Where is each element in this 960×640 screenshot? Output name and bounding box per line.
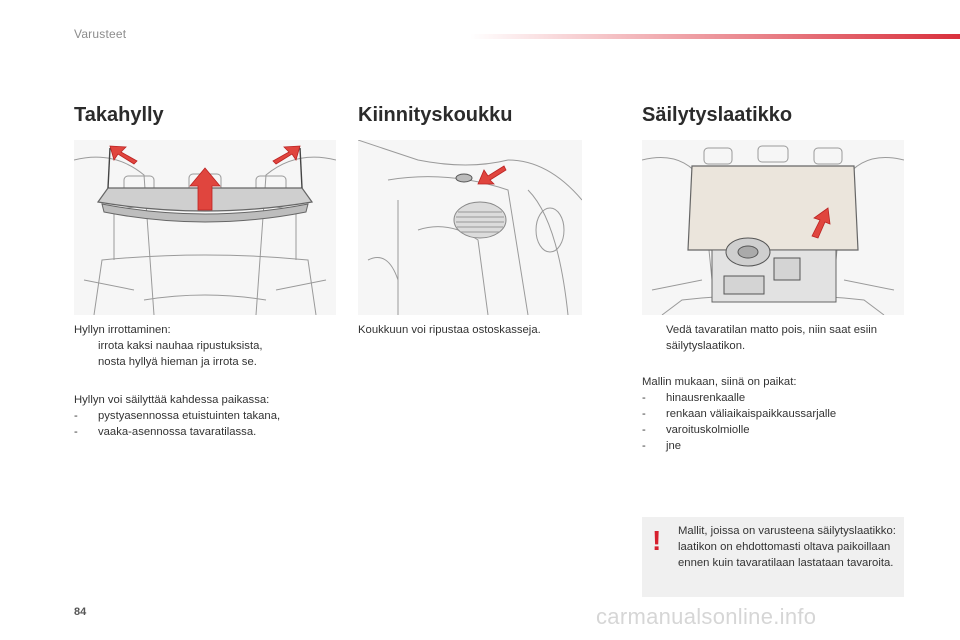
parcel-shelf-illustration xyxy=(74,140,336,315)
warning-text: Mallit, joissa on varusteena säilytyslaatikko: laatikon on ehdottomasti oltava paikoillaan ennen kuin tavaratilaan lastataan tavaroita. xyxy=(678,525,896,569)
list-item xyxy=(642,438,904,454)
takahylly-title: Takahylly xyxy=(74,104,164,126)
list-item-text: hinausrenkaalle xyxy=(666,392,746,404)
list-item-text: varoituskolmiolle xyxy=(666,424,750,436)
warning-box xyxy=(642,517,904,597)
dash-marker: - xyxy=(642,440,646,452)
dash-marker: - xyxy=(74,426,78,438)
step-bullet-icon xyxy=(74,338,98,354)
step-bullet-icon xyxy=(74,354,98,370)
list-intro: Mallin mukaan, siinä on paikat: xyxy=(642,376,797,388)
storage-box-step xyxy=(642,322,904,354)
list-item-text: jne xyxy=(666,440,682,452)
watermark: carmanualsonline.info xyxy=(596,604,817,629)
remove-step-text: irrota kaksi nauhaa ripustuksista, xyxy=(98,340,263,352)
step-bullet-icon xyxy=(642,322,666,354)
list-item xyxy=(642,406,904,422)
list-item xyxy=(642,422,904,438)
storage-box-illustration xyxy=(642,140,904,315)
list-item-text: renkaan väliaikaispaikkaussarjalle xyxy=(666,408,837,420)
dash-marker: - xyxy=(642,392,646,404)
vent-grille xyxy=(454,202,506,238)
kiinnityskoukku-text: Koukkuun voi ripustaa ostoskasseja. xyxy=(358,324,541,336)
storage-item-text: pystyasennossa etuistuinten takana, xyxy=(98,410,281,422)
storage-box-step-text: Vedä tavaratilan matto pois, niin saat esiin säilytyslaatikon. xyxy=(666,324,878,352)
storage-intro: Hyllyn voi säilyttää kahdessa paikassa: xyxy=(74,394,270,406)
warning-exclamation-icon: ! xyxy=(652,525,662,556)
storage-item xyxy=(74,424,336,440)
dash-marker: - xyxy=(74,410,78,422)
remove-step xyxy=(74,354,336,370)
dash-marker: - xyxy=(642,408,646,420)
list-item xyxy=(642,390,904,406)
kiinnityskoukku-title: Kiinnityskoukku xyxy=(358,104,513,126)
remove-step-text: nosta hyllyä hieman ja irrota se. xyxy=(98,356,257,368)
remove-step xyxy=(74,338,336,354)
dash-marker: - xyxy=(642,424,646,436)
takahylly-text xyxy=(74,322,336,440)
up-arrow-icon xyxy=(478,166,506,184)
storage-item xyxy=(74,408,336,424)
remove-intro: Hyllyn irrottaminen: xyxy=(74,324,171,336)
section-title: Varusteet xyxy=(74,27,127,41)
storage-item-text: vaaka-asennossa tavaratilassa. xyxy=(98,426,257,438)
sailytyslaatikko-title: Säilytyslaatikko xyxy=(642,104,793,126)
page-number: 84 xyxy=(74,606,87,618)
sailytyslaatikko-text xyxy=(642,322,904,454)
hook-illustration xyxy=(358,140,582,315)
header-accent-line xyxy=(470,34,960,39)
